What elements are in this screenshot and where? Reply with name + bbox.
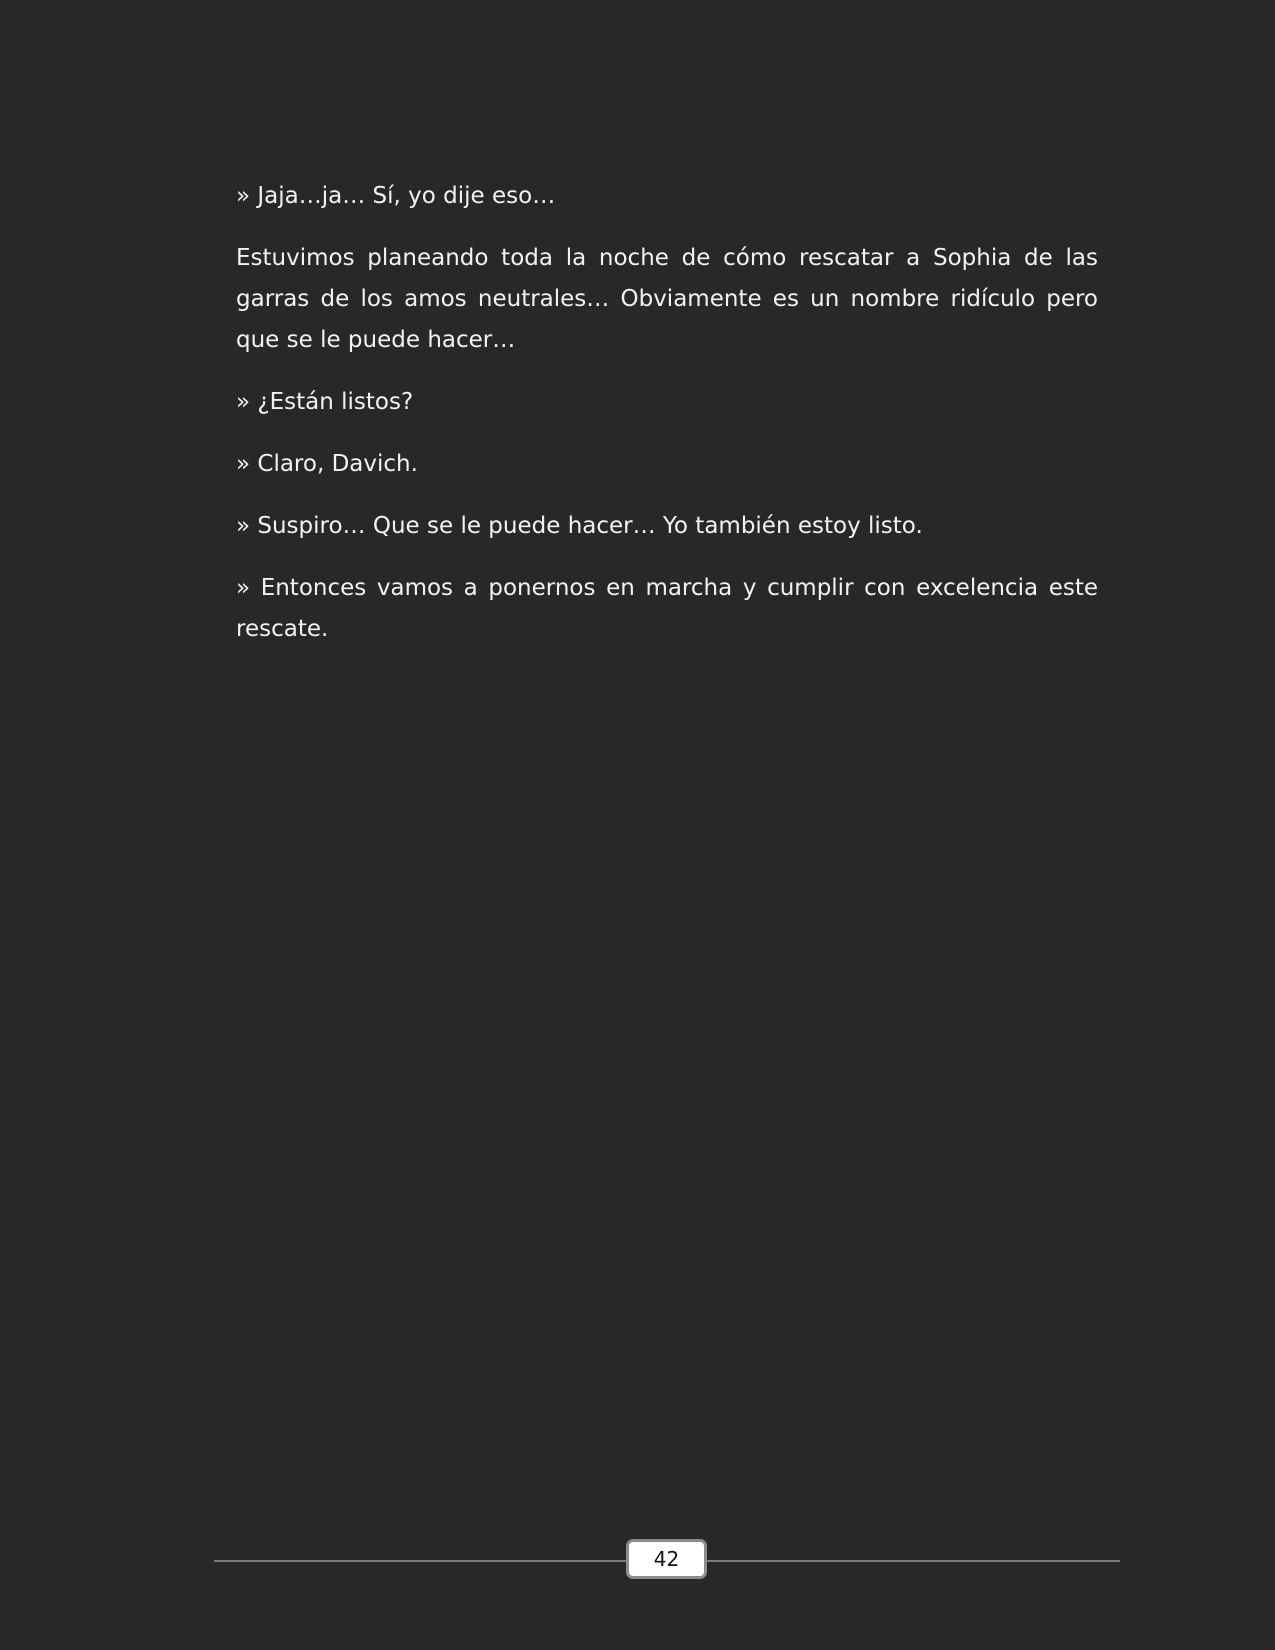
page-number-label: 42 bbox=[653, 1547, 680, 1571]
paragraph-2: Estuvimos planeando toda la noche de cómo rescatar a Sophia de las garras de los amos neutrales… Obviamente es un nombre ridículo pero que se le puede hacer… bbox=[236, 245, 1098, 353]
paragraph-4: » Claro, Davich. bbox=[236, 451, 418, 477]
body-text bbox=[236, 176, 1098, 671]
paragraph-3: » ¿Están listos? bbox=[236, 389, 414, 415]
paragraph-5: » Suspiro… Que se le puede hacer… Yo también estoy listo. bbox=[236, 513, 923, 539]
page-number bbox=[626, 1539, 707, 1579]
paragraph-6: » Entonces vamos a ponernos en marcha y cumplir con excelencia este rescate. bbox=[236, 575, 1098, 642]
paragraph-1: » Jaja…ja… Sí, yo dije eso… bbox=[236, 183, 556, 209]
